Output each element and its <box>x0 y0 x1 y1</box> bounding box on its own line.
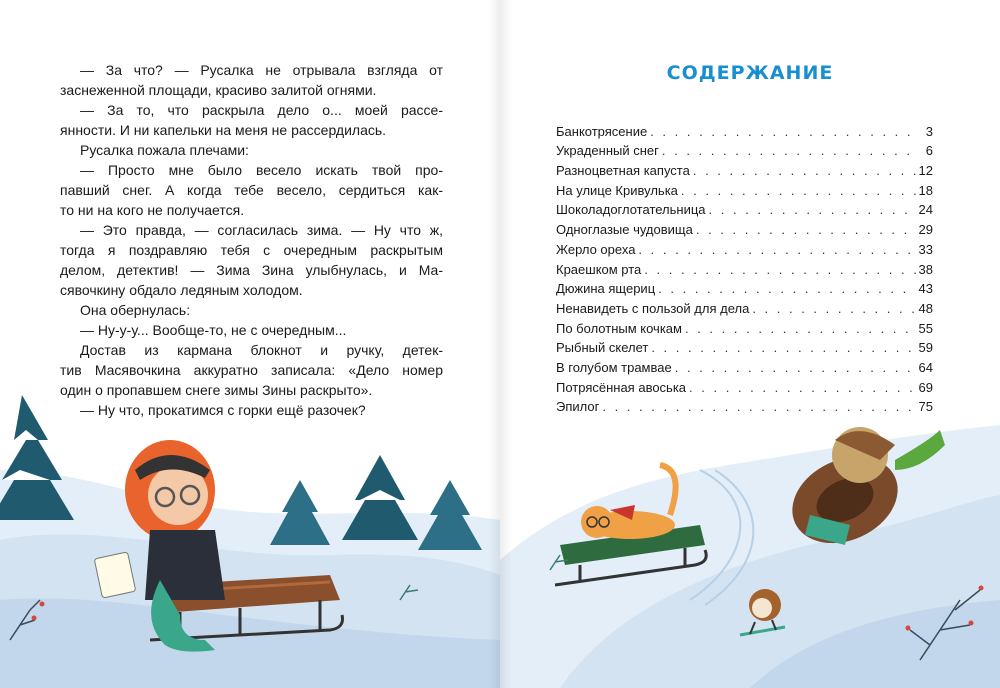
story-line: — За то, что раскрыла дело о... моей рассе- <box>80 102 443 118</box>
toc-entry-page: 64 <box>918 359 933 375</box>
toc-entry-page: 69 <box>918 379 933 395</box>
toc-entry <box>556 356 933 376</box>
toc-entry-page: 6 <box>925 143 933 159</box>
toc-entry-title: По болотным кочкам <box>556 320 682 336</box>
story-line: — Ну-у-у... Вообще-то, не с очередным... <box>80 322 347 338</box>
toc-entry-title: На улице Кривулька <box>556 182 678 198</box>
right-page <box>500 0 1000 688</box>
toc-entry <box>556 238 933 258</box>
toc-entry-title: Жерло ореха <box>556 241 636 257</box>
story-line: Достав из кармана блокнот и ручку, детек- <box>80 342 443 358</box>
toc-entry <box>556 337 933 357</box>
toc-entry-title: Эпилог <box>556 399 600 415</box>
story-line: сявочкину обдало ледяным холодом. <box>60 282 303 298</box>
toc-leader-dots <box>681 183 916 199</box>
toc-leader-dots <box>685 321 916 337</box>
story-line: тив Масявочкина аккуратно записала: «Дело номер <box>60 362 443 378</box>
toc-entry <box>556 278 933 298</box>
toc-entry <box>556 218 933 238</box>
story-line: тогда я поздравляю тебя с очередным раскрытым <box>60 242 443 258</box>
toc-entry-page: 55 <box>918 320 933 336</box>
toc-entry <box>556 179 933 199</box>
toc-entry-title: Одноглазые чудовища <box>556 222 693 238</box>
toc-entry-title: В голубом трамвае <box>556 359 672 375</box>
story-line: заснеженной площади, красиво залитой огнями. <box>60 82 377 98</box>
toc-entry-page: 24 <box>918 202 933 218</box>
toc-entry-title: Дюжина ящериц <box>556 281 656 297</box>
toc-entry <box>556 159 933 179</box>
toc-leader-dots <box>709 202 916 218</box>
story-line: янности. И ни капельки на меня не рассердилась. <box>60 122 387 138</box>
toc-entry-page: 75 <box>918 399 933 415</box>
toc-entry-title: Ненавидеть с пользой для дела <box>556 300 750 316</box>
story-line: делом, детектив! — Зима Зина улыбнулась, и Ма- <box>60 262 443 278</box>
toc-entry-page: 59 <box>918 340 933 356</box>
story-line: — Просто мне было весело искать твой про- <box>80 162 443 178</box>
toc-entry <box>556 140 933 160</box>
toc-leader-dots <box>752 301 915 317</box>
toc-entry-page: 3 <box>925 123 933 139</box>
toc-entry <box>556 258 933 278</box>
toc-leader-dots <box>689 380 915 396</box>
toc-entry-page: 43 <box>918 281 933 297</box>
toc-entry-page: 38 <box>918 261 933 277</box>
toc-leader-dots <box>650 124 918 140</box>
toc-leader-dots <box>696 222 916 238</box>
toc-entry-title: Украденный снег <box>556 143 659 159</box>
toc-entry <box>556 120 933 140</box>
toc-leader-dots <box>638 242 915 258</box>
story-text <box>60 60 443 420</box>
toc-entry-page: 29 <box>918 222 933 238</box>
story-line: Русалка пожала плечами: <box>80 142 249 158</box>
toc-entry-title: Потрясённая авоська <box>556 379 687 395</box>
toc-entry <box>556 376 933 396</box>
toc-leader-dots <box>651 340 915 356</box>
toc-entry-title: Банкотрясение <box>556 123 648 139</box>
toc-leader-dots <box>658 281 915 297</box>
toc-entry-title: Разноцветная капуста <box>556 163 690 179</box>
story-line: — Это правда, — согласилась зима. — Ну что ж, <box>80 222 443 238</box>
toc-entry-title: Рыбный скелет <box>556 340 649 356</box>
toc-entry <box>556 199 933 219</box>
toc-entry-page: 48 <box>918 300 933 316</box>
table-of-contents <box>556 120 933 415</box>
story-line: то ни на кого не получается. <box>60 202 245 218</box>
story-line: павший снег. А когда тебе весело, сердиться как- <box>60 182 443 198</box>
toc-entry-page: 33 <box>918 241 933 257</box>
toc-leader-dots <box>602 399 915 415</box>
toc-entry <box>556 396 933 416</box>
toc-entry-title: Шоколадоглотательница <box>556 202 706 218</box>
toc-entry-page: 12 <box>918 163 933 179</box>
fir-tree-center <box>270 455 482 550</box>
toc-leader-dots <box>644 262 915 278</box>
toc-entry <box>556 297 933 317</box>
toc-leader-dots <box>693 163 916 179</box>
toc-leader-dots <box>662 143 918 159</box>
toc-entry-title: Краешком рта <box>556 261 642 277</box>
toc-entry-page: 18 <box>918 182 933 198</box>
toc-heading: СОДЕРЖАНИЕ <box>666 62 834 84</box>
toc-entry <box>556 317 933 337</box>
toc-leader-dots <box>675 360 916 376</box>
story-line: Она обернулась: <box>80 302 191 318</box>
story-line: — За что? — Русалка не отрывала взгляда от <box>80 62 443 78</box>
story-line: — Ну что, прокатимся с горки ещё разочек? <box>80 402 366 418</box>
story-line: один о пропавшем снеге зимы Зины раскрыто». <box>60 382 373 398</box>
